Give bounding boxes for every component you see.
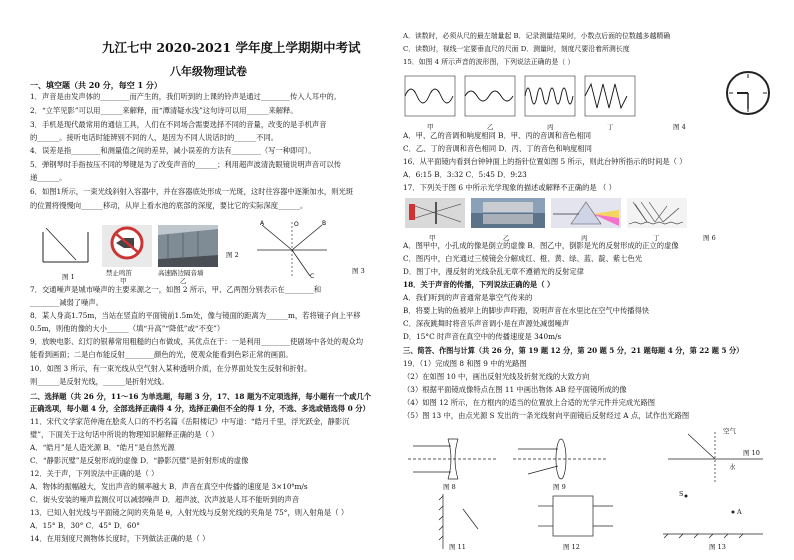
- wave-caption-c: 丙: [547, 123, 554, 131]
- wave-caption-b: 乙: [487, 123, 494, 131]
- caption-barrier: 高速路边隔音墙: [158, 269, 204, 277]
- q-line: A．物体的振幅越大，发出声音的频率越大 B．声音在真空中传播的速度是 3×10⁸m/s: [30, 482, 308, 491]
- q-line: D．15°C 时声音在真空中的传播速度是 340m/s: [403, 332, 562, 341]
- caption-no-horn: 禁止鸣笛: [106, 269, 132, 277]
- label-air: 空气: [723, 427, 736, 435]
- q-line: 则______是反射光线，______是折射光线。: [30, 377, 169, 386]
- fig6-caption-a: 甲: [429, 234, 436, 242]
- wave-caption-a: 甲: [427, 123, 434, 131]
- fig6-caption-c: 丙: [581, 234, 588, 242]
- wave-caption-d: 丁: [607, 123, 614, 131]
- svg-text:A: A: [260, 220, 265, 227]
- q-line: A．“皓月”是人造光源 B．“皓月”是自然光源: [30, 443, 175, 452]
- figure-10-caption: 图 10: [743, 449, 760, 457]
- q-line: 8．某人身高1.75m，当站在竖直的平面镜前1.5m处，像与镜面的距离为______m，若将镜子向上平移: [30, 311, 361, 320]
- q-line: A．15° B．30° C．45° D．60°: [30, 521, 140, 530]
- section1-heading: 一、填空题（共 20 分，每空 1 分）: [30, 80, 162, 90]
- q-line: 13．已知入射光线与平面镜之间的夹角是 θ，入射光线与反射光线的夹角是 75°，则入射角是（ ）: [30, 508, 349, 517]
- label-source-s: S: [679, 490, 684, 498]
- q-line: 19．（1）完成图 8 和图 9 中的光路图: [403, 359, 527, 368]
- q-line: D．图丁中，漫反射的光线杂乱无章不遵循光的反射定律: [403, 267, 584, 276]
- q-line: （4）如图 12 所示，在方框内的适当的位置放上合适的光学元件并完成光路图: [403, 398, 656, 407]
- q-line: 2．“立竿见影”可以用______来解释，而“潭清疑水浅”这句诗可以用______来解释。: [30, 106, 298, 115]
- q-line: （2）在如图 10 中，画出反射光线及折射光线的大致方向: [403, 372, 590, 381]
- q-line: C．图丙中，白光通过三棱镜会分解成红、橙、黄、绿、蓝、靛、紫七色光: [403, 254, 643, 263]
- q-line: B．将要上钩的鱼被岸上的脚步声吓跑，说明声音在水里比在空气中传播得快: [403, 306, 650, 315]
- q-line: 的位置将慢慢向______移动，从岸上看水池的底部的深度，要比它的实际深度______。: [30, 201, 308, 210]
- left-column: [30, 0, 395, 560]
- figure-9-caption: 图 9: [553, 483, 566, 491]
- no-horn-sign: [102, 225, 152, 267]
- exam-subtitle: 八年级物理试卷: [170, 65, 247, 78]
- q-line: 10．如图 3 所示，有一束光线从空气射入某种透明介质，在分界面处发生反射和折射。: [30, 364, 312, 373]
- q-line: 11．宋代文学家范仲淹在脍炙人口的不朽名篇《岳阳楼记》中写道：“皓月千里，浮光跃金，静影沉: [30, 417, 350, 426]
- svg-text:B: B: [322, 220, 327, 227]
- figure-12-caption: 图 12: [563, 543, 580, 551]
- fig6-caption-d: 丁: [653, 234, 660, 242]
- svg-text:C: C: [310, 273, 315, 280]
- q-line: 14．在用刻度尺测物体长度时，下列做法正确的是（ ）: [30, 534, 210, 543]
- q-line: ________减弱了噪声。: [30, 298, 103, 307]
- figure-1-container: [38, 222, 93, 277]
- section3-heading: 三、简答、作图与计算（共 26 分，第 19 题 12 分，第 20 题 5 分，21 题每题 4 分，第 22 题 5 分）: [403, 346, 744, 355]
- figure-11-caption: 图 11: [449, 543, 466, 551]
- q-line: 15．如图 4 所示声音的波形图，下列说法正确的是（ ）: [403, 58, 575, 66]
- q-line: 的______。接听电话时能辨别不同的人，是因为不同人说话时的______不同。: [30, 133, 279, 142]
- svg-text:O: O: [294, 221, 299, 228]
- figure-4-waveforms: [403, 72, 775, 138]
- q-line: 12．关于声，下列说法中正确的是（ ）: [30, 469, 159, 478]
- figure-4-caption: 图 4: [673, 123, 686, 131]
- q-line: 18．关于声音的传播，下列说法正确的是（ ）: [403, 280, 555, 289]
- figure-8-caption: 图 8: [443, 483, 456, 491]
- caption-jia: 甲: [120, 277, 127, 285]
- figure-6-images: [403, 196, 775, 232]
- caption-yi: 乙: [180, 277, 187, 285]
- q-line: A．读数时，必须从尺的最左端量起 B．记录测量结果时，小数点后面的位数越多越精确: [403, 32, 671, 40]
- q-line: A．我们听到的声音通常是靠空气传来的: [403, 293, 533, 302]
- q-line: 7．交通噪声是城市噪声的主要来源之一，如图 2 所示，甲、乙两图分别表示在________和: [30, 285, 322, 294]
- q-line: A．甲、乙的音调和响度相同 B．甲、丙的音调和音色相同: [403, 131, 592, 140]
- q-line: 能看到画面；二是白布能反射________颜色的光，使观众能看到色彩正常的画面。: [30, 350, 293, 359]
- figures-8-13: [403, 424, 775, 556]
- q-line: （5）图 13 中，由点光源 S 发出的一条光线射向平面镜后反射经过 A 点，试作出光路图: [403, 411, 690, 420]
- q-line: 9．放映电影、幻灯的银幕常用粗糙的白布做成，其优点在于：一是利用________使剧场中各处的观众均: [30, 337, 363, 346]
- q-line: 递______。: [30, 173, 67, 182]
- q-line: 17．下列关于图 6 中所示光学现象的描述或解释不正确的是 （ ）: [403, 183, 616, 192]
- figure-2-caption: 图 2: [226, 251, 239, 259]
- q-line: 0.5m，则他的像的大小______（填“升高”“降低”或“不变”）: [30, 324, 225, 333]
- q-line: （3）根据平面镜成像特点在图 11 中画出物体 AB 经平面镜所成的像: [403, 385, 627, 394]
- q-line: C．乙、丁的音调和音色相同 D．丙、丁的音色和响度相同: [403, 144, 592, 153]
- clock-icon: [723, 68, 773, 118]
- q-line: 1．声音是由发声体的________而产生的，我们听到的上课的铃声是通过________传入人耳中的。: [30, 92, 342, 101]
- figure-3-container: [252, 220, 332, 280]
- q-line: A．图甲中，小孔成的像是倒立的虚像 B．图乙中，倒影是光的反射形成的正立的虚像: [403, 241, 679, 250]
- label-point-a: A: [737, 508, 742, 516]
- label-water: 水: [729, 463, 736, 471]
- q-line: C．深夜跳舞时将音乐声音调小是在声源处减弱噪声: [403, 319, 570, 328]
- figure-3-caption: 图 3: [352, 267, 365, 275]
- q-line: C．读数时，视线一定要垂直尺的尺面 D．测量时，刻度尺要沿着所测长度: [403, 45, 630, 53]
- q-line: 5．弹钢琴时手指按压不同的琴键是为了改变声音的______；利用超声波清洗眼镜说明声音可以传: [30, 160, 342, 169]
- exam-title: 九江七中 2020-2021 学年度上学期期中考试: [102, 40, 361, 55]
- q-line: A．6:15 B．3:32 C．5:45 D．9:23: [403, 170, 527, 179]
- figure-1-caption: 图 1: [62, 273, 75, 281]
- q-line: C．“静影沉璧”是反射形成的虚像 D．“静影沉璧”是折射形成的虚像: [30, 456, 249, 465]
- q-line: 16．从平面镜内看到台钟钟面上的指针位置如图 5 所示，则此台钟所指示的时间是（ ）: [403, 157, 687, 166]
- figure-6-caption: 图 6: [703, 234, 716, 242]
- q-line: 3．手机是现代最常用的通信工具，人们在不同场合需要选择不同的音量，改变的是手机声音: [30, 120, 327, 129]
- q-line: C．街头安装的噪声监测仪可以减弱噪声 D．超声波、次声波是人耳不能听到的声音: [30, 495, 300, 504]
- q-line: 璧”，下面关于这句话中所说的物理知识解释正确的是（ ）: [30, 430, 219, 439]
- fig6-caption-b: 乙: [503, 234, 510, 242]
- sound-barrier-photo: [158, 225, 218, 267]
- q-line: 6．如图1所示，一束光线斜射入容器中，并在容器底处形成一光斑，这时往容器中逐渐加水，则光斑: [30, 187, 354, 196]
- figure-13-caption: 图 13: [709, 543, 726, 551]
- section2-heading: 二、选择题（共 26 分，11～16 为单选题，每题 3 分，17、18 题为不定项选择，每小题有一个或几个: [30, 392, 372, 401]
- right-column: [403, 0, 775, 560]
- section2-heading-cont: 正确选项，每小题 4 分，全部选择正确得 4 分，选择正确但不全的得 1 分，不选、多选或错选得 0 分）: [30, 404, 370, 413]
- q-line: 4．误差是指________和测量值之间的差异，减小误差的方法有________（写一种即可）。: [30, 146, 316, 155]
